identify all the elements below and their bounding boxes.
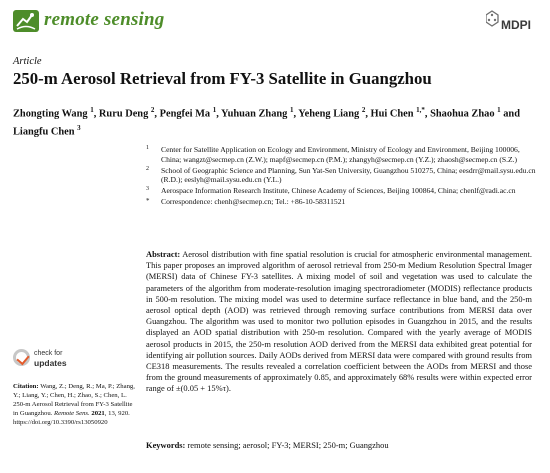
author-name[interactable]: Liangfu Chen bbox=[13, 126, 75, 138]
page-header bbox=[0, 0, 550, 40]
affiliation-2: 2 School of Geographic Science and Planning, Sun Yat-Sen University, Guangzhou 510275, China; eesdrr@mail.sysu.edu.cn (R.D.); eeslyh@mail.sysu.edu.cn (Y.L.) bbox=[146, 165, 536, 185]
citation-label: Citation: bbox=[13, 383, 39, 390]
affiliation-3: 3 Aerospace Information Research Institute, Chinese Academy of Sciences, Beijing 100864, China; chenlf@radi.ac.cn bbox=[146, 186, 516, 196]
author-name[interactable]: Shaohua Zhao bbox=[430, 108, 495, 120]
citation-journal: Remote Sens. bbox=[54, 410, 90, 417]
keywords-label: Keywords: bbox=[146, 440, 186, 450]
updates-line2: updates bbox=[34, 358, 67, 368]
mdpi-logo-icon[interactable] bbox=[486, 9, 540, 35]
author-name[interactable]: Pengfei Ma bbox=[159, 108, 211, 120]
affiliations bbox=[146, 145, 536, 209]
article-type: Article bbox=[13, 56, 42, 67]
citation-year: 2021 bbox=[91, 410, 105, 417]
keywords-text: remote sensing; aerosol; FY-3; MERSI; 250-m; Guangzhou bbox=[187, 440, 389, 450]
author-name[interactable]: Zhongting Wang bbox=[13, 108, 88, 120]
citation-text: Wang, Z.; Deng, R.; Ma, P.; Zhang, Y.; Liang, Y.; Chen, H.; Zhao, S.; Chen, L. 250-m Aerosol Retrieval from FY-3 Satellite in Guangzhou. bbox=[13, 383, 135, 417]
author-affiliation-mark: 1 bbox=[212, 106, 217, 114]
author-affiliation-mark: 2 bbox=[361, 106, 366, 114]
author-name[interactable]: Yuhuan Zhang bbox=[221, 108, 288, 120]
abstract-text: Aerosol distribution with fine spatial resolution is crucial for atmospheric environmental management. This paper proposes an improved algorithm of aerosol retrieval from 250-m Medium Resolution Spectral Imager (MERSI) data of Chinese FY-3 satellites. A mixing model of soil and vegetation was used to calculate the parameters of the algorithm from moderate-resolution imaging spectroradiometer (MODIS) reflectance products in 500-m resolution. The mixing model was used to determine surface reflectance in blue band, and the 250-m aerosol optical depth (AOD) was retrieved through removing surface contributions from MERSI data over Guangzhou. The algorithm was used to monitor two pollution episodes in Guangzhou in 2015, and the results displayed an AOD spatial distribution with 250-m resolution. Compared with the yearly average of MODIS aerosol products in 2015, the 250-m resolution AOD derived from the MERSI data exhibited great potential for identifying air pollution sources. Daily AODs derived from MERSI data were compared with ground results from CE318 measurements. The results revealed a correlation coefficient between the AODs from MERSI and those from the ground measurements of approximately 0.85, and approximately 68% results were within expected error range of ±(0.05 + 15%τ). bbox=[146, 249, 532, 394]
author-name[interactable]: Hui Chen bbox=[370, 108, 414, 120]
author-affiliation-mark: 1 bbox=[497, 106, 501, 114]
author-affiliation-mark: 3 bbox=[77, 124, 81, 133]
citation bbox=[13, 382, 135, 427]
author-affiliation-mark: 1,* bbox=[416, 106, 425, 114]
check-for-updates-badge[interactable] bbox=[13, 349, 83, 373]
check-updates-icon bbox=[13, 349, 30, 366]
abstract-label: Abstract: bbox=[146, 249, 181, 259]
journal-name[interactable]: remote sensing bbox=[44, 9, 165, 30]
affiliation-1: 1 Center for Satellite Application on Ecology and Environment, Ministry of Ecology and Environment, Beijing 100006, China; wangzt@secmep.cn (Z.W.); mapf@secmep.cn (P.M.); zhangyh@secmep.cn (Y.Z.); zhaosh@secmep.cn (S.Z.) bbox=[146, 145, 520, 164]
citation-rest[interactable]: , 13, 920. https://doi.org/10.3390/rs13050920 bbox=[13, 410, 130, 426]
mdpi-logo-text: MDPI bbox=[501, 18, 531, 32]
author-name[interactable]: Ruru Deng bbox=[98, 108, 149, 120]
updates-line1: check for bbox=[34, 350, 63, 357]
author-list: Zhongting Wang $^1$, Ruru Deng $^2$, Pengfei Ma $^1$, Yuhuan Zhang $^1$, Yeheng Liang $^2$, Hui Chen $^{1,*}$, Shaohua Zhao $^1$ and Liangfu Chen $^3$ bbox=[13, 106, 520, 138]
remote-sensing-logo-icon bbox=[13, 10, 39, 32]
author-affiliation-mark: 1 bbox=[90, 106, 94, 114]
author-name[interactable]: Yeheng Liang bbox=[298, 108, 360, 120]
abstract bbox=[146, 249, 532, 395]
article-title: 250-m Aerosol Retrieval from FY-3 Satellite in Guangzhou bbox=[13, 69, 432, 88]
correspondence: * Correspondence: chenh@secmep.cn; Tel.: +86-10-58311521 bbox=[146, 197, 346, 207]
author-affiliation-mark: 1 bbox=[289, 106, 294, 114]
author-affiliation-mark: 2 bbox=[150, 106, 155, 114]
keywords bbox=[146, 440, 532, 451]
